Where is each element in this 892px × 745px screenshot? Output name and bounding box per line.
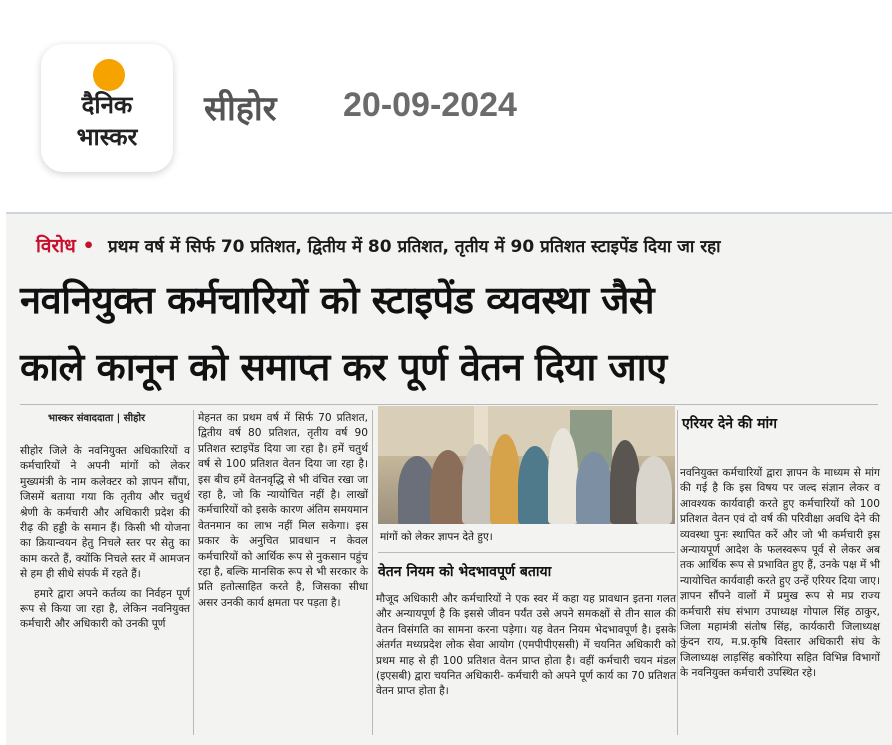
subheading: एरियर देने की मांग bbox=[682, 416, 778, 432]
newspaper-clipping bbox=[6, 212, 892, 745]
subheading: वेतन नियम को भेदभावपूर्ण बताया bbox=[378, 564, 552, 580]
paragraph: हमारे द्वारा अपने कर्तव्य का निर्वहन पूर्ण रूप से किया जा रहा है, लेकिन नवनियुक्त कर्मचारी और अधिकारी को उनकी पूर्ण bbox=[20, 587, 190, 631]
article-column-2 bbox=[198, 411, 368, 615]
dainik-bhaskar-logo bbox=[41, 44, 173, 172]
article-column-1 bbox=[20, 444, 190, 637]
city-label: सीहोर bbox=[204, 89, 277, 129]
logo-text-line2: भास्कर bbox=[76, 123, 138, 151]
dateline: भास्कर संवाददाता | सीहोर bbox=[48, 413, 146, 424]
headline-line1: नवनियुक्त कर्मचारियों को स्टाइपेंड व्यवस्था जैसे bbox=[20, 278, 655, 322]
divider bbox=[6, 212, 892, 214]
sun-icon bbox=[93, 59, 125, 91]
section-label: विरोध • bbox=[36, 235, 95, 257]
logo-text-line1: दैनिक bbox=[81, 91, 133, 119]
news-photo bbox=[378, 406, 675, 524]
article-column-3 bbox=[376, 592, 676, 704]
article-column-4 bbox=[680, 466, 880, 686]
divider bbox=[378, 552, 675, 553]
divider bbox=[20, 404, 878, 405]
paragraph: सीहोर जिले के नवनियुक्त अधिकारियों व कर्मचारियों ने अपनी मांगों को लेकर मुख्यमंत्री के नाम कलेक्टर को ज्ञापन सौंपा, जिसमें बताया गया कि तृतीय और चतुर्थ श्रेणी के कर्मचारी और अधिकारी प्रदेश की रीढ़ की हड्डी के समान हैं। किसी भी योजना का क्रियान्वयन हेतु निचले स्तर पर सेतु का काम करते हैं, क्योंकि निचले स्तर में आमजन से हम ही सीधे संपर्क में रहते हैं। bbox=[20, 445, 190, 581]
photo-caption: मांगों को लेकर ज्ञापन देते हुए। bbox=[380, 531, 493, 543]
column-divider bbox=[193, 410, 194, 735]
kicker-line: प्रथम वर्ष में सिर्फ 70 प्रतिशत, द्वितीय में 80 प्रतिशत, तृतीय में 90 प्रतिशत स्टाइपेंड दिया जा रहा bbox=[108, 237, 721, 257]
column-divider bbox=[677, 410, 678, 735]
paragraph: मेहनत का प्रथम वर्ष में सिर्फ 70 प्रतिशत, द्वितीय वर्ष 80 प्रतिशत, तृतीय वर्ष 90 प्रतिशत स्टाइपेंड दिया जा रहा है। हमें चतुर्थ वर्ष से 100 प्रतिशत वेतन दिया जा रहा है। इस बीच हमें वेतनवृद्धि से भी वंचित रखा जा रहा है, जो कि न्यायोचित नहीं है। लाखों कर्मचारियों को इसके कारण अंतिम समयमान वेतनमान का लाभ नहीं मिल सकेगा। इस प्रकार के अनुचित प्रावधान न केवल कर्मचारियों को आर्थिक रूप से नुकसान पहुंच रहा है, बल्कि मानसिक रूप से भी सरकार के प्रति हतोत्साहित करते है, जिसका सीधा असर उनकी कार्य क्षमता पर पड़ता है। bbox=[198, 412, 368, 609]
paragraph: मौजूद अधिकारी और कर्मचारियों ने एक स्वर में कहा यह प्रावधान इतना गलत और अन्यायपूर्ण है कि इससे जीवन पर्यंत उसे अपने समकक्षों से तीन साल की वेतन विसंगति का सामना करना पड़ेगा। यह वेतन नियम भेदभावपूर्ण है। इसके अंतर्गत मध्यप्रदेश लोक सेवा आयोग (एमपीपीएससी) में चयनित अधिकारी को प्रथम माह से ही 100 प्रतिशत वेतन प्राप्त होता है। वहीं कर्मचारी चयन मंडल (इएसबी) द्वारा चयनित अधिकारी- कर्मचारी को अपने पूर्ण कार्य का 70 प्रतिशत वेतन प्राप्त होता है। bbox=[376, 593, 676, 698]
edition-date: 20-09-2024 bbox=[343, 86, 517, 124]
headline-line2: काले कानून को समाप्त कर पूर्ण वेतन दिया जाए bbox=[20, 345, 667, 389]
column-divider bbox=[372, 410, 373, 735]
paragraph: नवनियुक्त कर्मचारियों द्वारा ज्ञापन के माध्यम से मांग की गई है कि इस विषय पर जल्द संज्ञान लेकर व आवश्यक कार्यवाही करते हुए कर्मचारियों को 100 प्रतिशत वेतन एवं दो वर्ष की परिवीक्षा अवधि देने की व्यवस्था पुनः स्थापित करें और जो भी कर्मचारी इस अन्यायपूर्ण आदेश के फलस्वरूप पूर्व से लेकर अब तक आर्थिक रूप से प्रभावित हुए हैं, उनके पक्ष में भी न्यायोचित कार्यवाही करते हुए उन्हें एरियर दिया जाए। ज्ञापन सौंपने वालों में प्रमुख रूप से मप्र राज्य कर्मचारी संघ संभाग उपाध्यक्ष गोपाल सिंह ठाकुर, जिला महामंत्री संतोष सिंह, कार्यकारी जिलाध्यक्ष कुंदन राय, म.प्र.कृषि विस्तार अधिकारी संघ के जिलाध्यक्ष लाड़सिंह बकोरिया सहित विभिन्न विभागों के नवनियुक्त कर्मचारी उपस्थित रहे। bbox=[680, 467, 880, 680]
page-header bbox=[0, 0, 892, 200]
